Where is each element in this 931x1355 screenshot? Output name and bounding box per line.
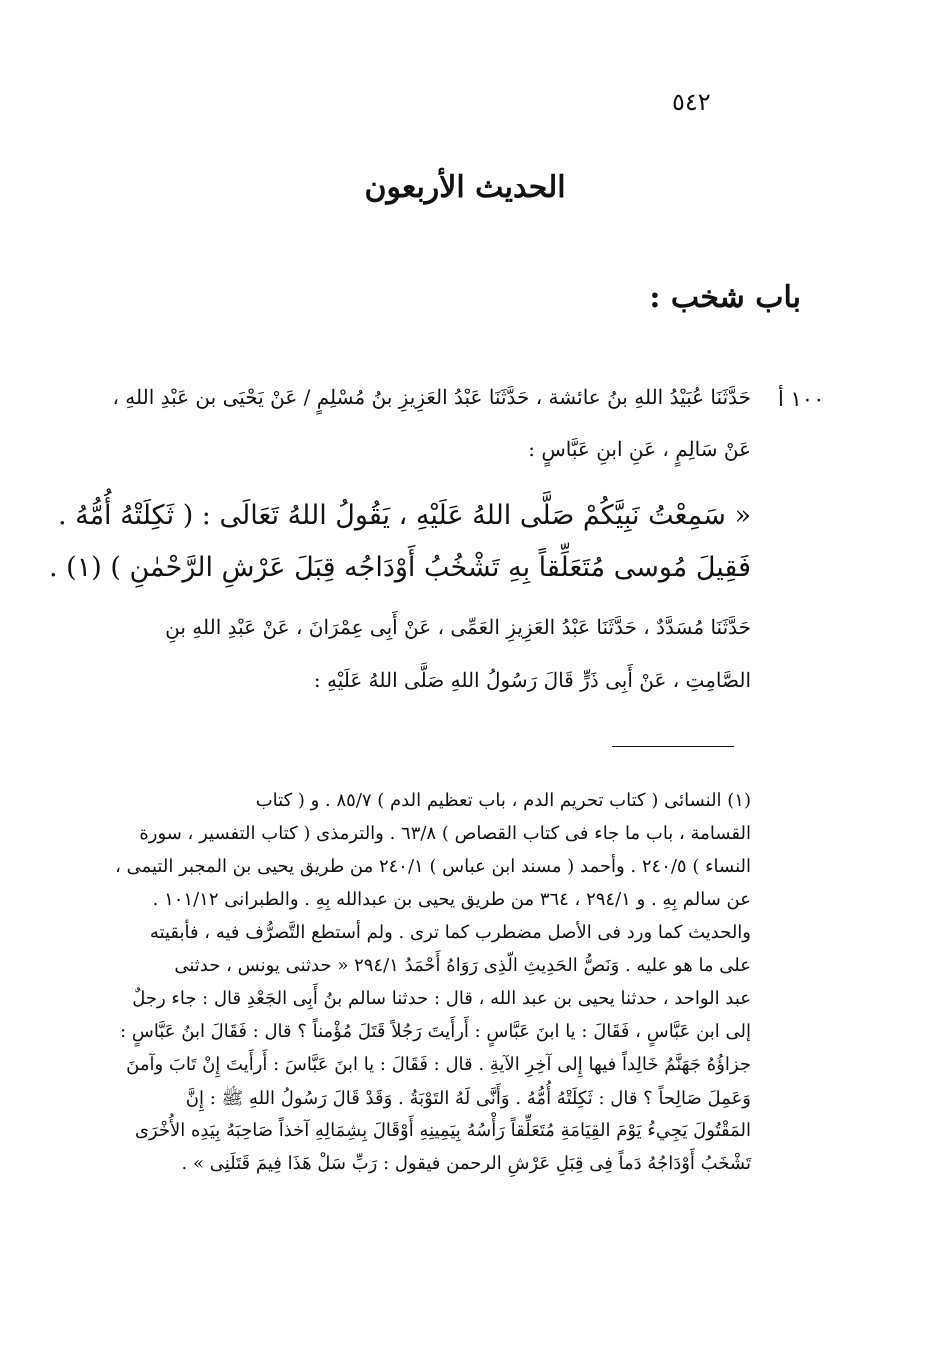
isnad-line: الصَّامِتِ ، عَنْ أَبِى ذَرٍّ قَالَ رَسُولُ اللهِ صَلَّى اللهُ عَلَيْهِ : [313, 668, 751, 692]
footnote-line: والحديث كما ورد فى الأصل مضطرب كما ترى . ولم أستطع التَّصرُّف فيه ، فأبقيته [149, 922, 751, 943]
footnote-line: النساء ) ٢٤٠/٥ . وأحمد ( مسند ابن عباس ) ٢٤٠/١ من طريق يحيى بن المجبر التيمى ، [115, 856, 751, 877]
page-number: ٥٤٢ [672, 88, 711, 116]
chapter-title: الحديث الأربعون [364, 170, 566, 205]
matn-line: « سَمِعْتُ نَبِيَّكُمْ صَلَّى اللهُ عَلَيْهِ ، يَقُولُ اللهُ تَعَالَى : ( ثَكِلَتْهُ أُمُّهُ . [57, 500, 751, 531]
isnad-line: حَدَّثَنَا عُبَيْدُ اللهِ بنُ عائشة ، حَدَّثَنَا عَبْدُ العَزِيزِ بنُ مُسْلِمٍ / عَنْ يَحْيَى بن عَبْدِ اللهِ ، [112, 385, 751, 409]
footnote-separator [612, 746, 734, 747]
footnote-line: وَعَمِلَ صَالِحاً ؟ قال : ثَكِلَتْهُ أُمُّهُ . وَأَنَّى لَهُ التَوْبَةُ . وَقَدْ قَالَ رَسُولُ اللهِ ﷺ : إِنَّ [185, 1088, 751, 1109]
hadith-marker: ١٠٠ أ [778, 387, 825, 411]
isnad-line: عَنْ سَالِمٍ ، عَنِ ابنِ عَبَّاسٍ : [528, 437, 751, 461]
footnote-line: على ما هو عليه . وَنَصُّ الحَدِيثِ الّذِى رَوَاهُ أَحْمَدُ ٢٩٤/١ « حدثنى يونس ، حدثنى [174, 955, 751, 976]
footnote-line: المَقْتُولَ يَجِيءُ يَوْمَ القِيَامَةِ مُتَعَلِّقاً رَأْسُهُ بِيَمِينِهِ أَوْقَالَ بِشِمَالِهِ آخذاً صَاحِبَهُ بِيَدِه الأُخْرَى [134, 1120, 751, 1141]
footnote-line: عبد الواحد ، حدثنا يحيى بن عبد الله ، قال : حدثنا سالم بنُ أَبِى الجَعْدِ قال : جاء رجلٌ [132, 988, 751, 1009]
footnote-line: تَشْخَبُ أَوْدَاجُهُ دَماً فِى قِبَلِ عَرْشِ الرحمن فيقول : رَبِّ سَلْ هَذَا فِيمَ قَتَلَنِى » . [181, 1153, 751, 1174]
footnote-line: جزاؤُهُ جَهَنَّمُ خَالِداً فيها إِلى آخِرِ الآيةِ . قال : فَقَالَ : يا ابنَ عَبَّاسَ : أَرأَيتَ إِنْ تَابَ وآمنَ [126, 1054, 751, 1075]
footnote-line: عن سالم بِهِ . و ٢٩٤/١ ، ٣٦٤ من طريق يحيى بن عبدالله بِهِ . والطبرانى ١٠١/١٢ . [152, 889, 751, 910]
footnote-line: القسامة ، باب ما جاء فى كتاب القصاص ) ٦٣/٨ . والترمذى ( كتاب التفسير ، سورة [139, 823, 751, 844]
isnad-line: حَدَّثَنَا مُسَدَّدٌ ، حَدَّثَنَا عَبْدُ العَزِيزِ العَمِّى ، عَنْ أَبِى عِمْرَانَ ، عَنْ عَبْدِ اللهِ بنِ [165, 615, 751, 639]
footnote-line: (١) النسائى ( كتاب تحريم الدم ، باب تعظيم الدم ) ٨٥/٧ . و ( كتاب [255, 790, 751, 811]
footnote-line: إلى ابن عَبَّاسٍ ، فَقَالَ : يا ابنَ عَبَّاسٍ : أَرأَيتَ رَجُلاً قَتَلَ مُؤْمناً ؟ قال : فَقَالَ ابنُ عَبَّاسٍ : [120, 1021, 751, 1042]
section-title: باب شخب : [649, 280, 801, 315]
matn-line: فَقِيلَ مُوسى مُتَعَلِّقاً بِهِ تَشْخُبُ أَوْدَاجُه قِبَلَ عَرْشِ الرَّحْمٰنِ ) (١) . [49, 552, 751, 583]
